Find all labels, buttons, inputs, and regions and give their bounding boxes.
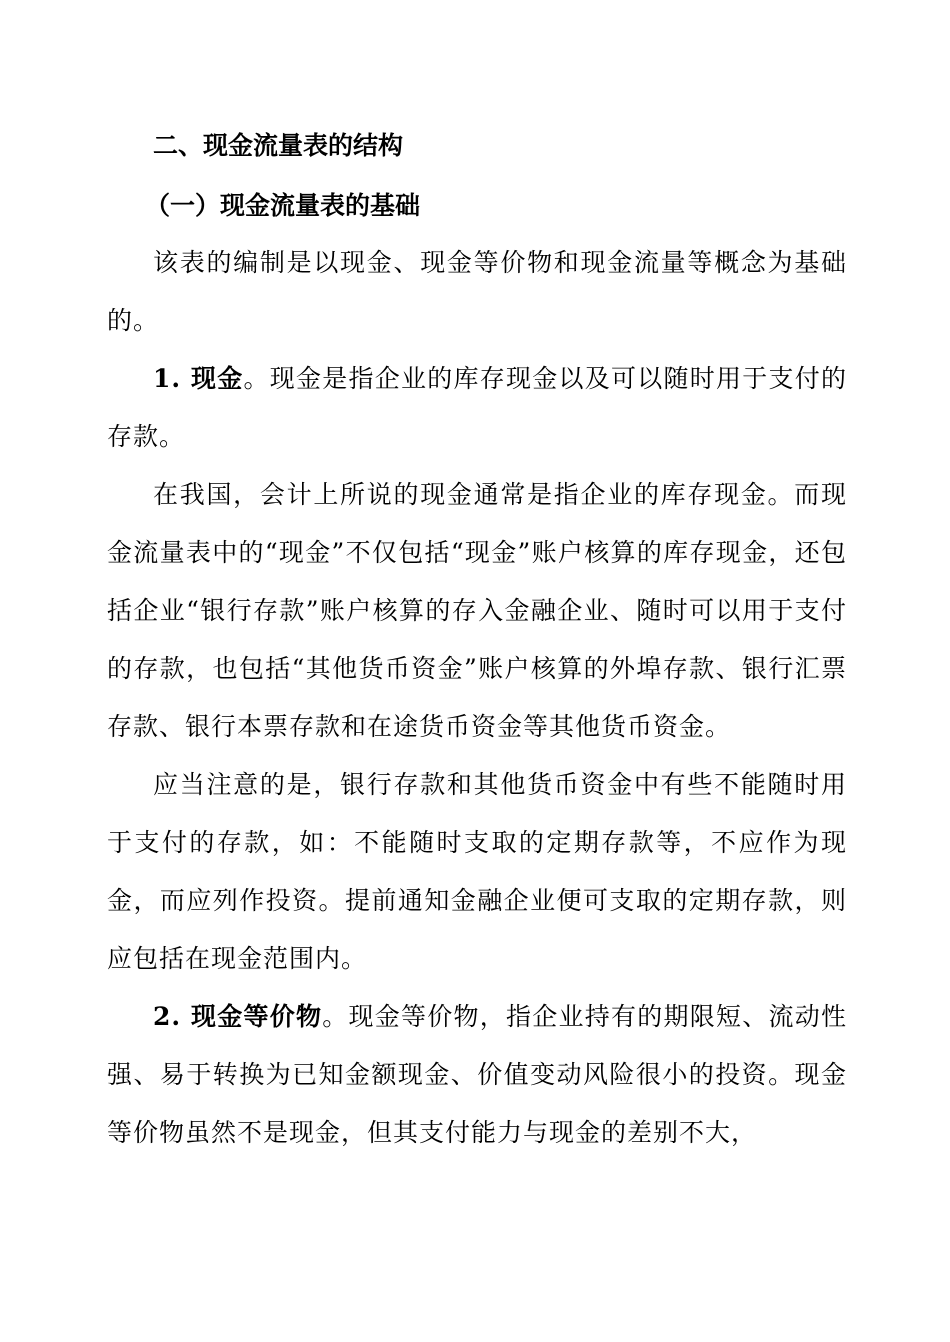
paragraph-text: 。现金等价物，指企业持有的期限短、流动性强、易于转换为已知金额现金、价值变动风险很小的投资。现金等价物虽然不是现金，但其支付能力与现金的差别不大，	[107, 1002, 847, 1147]
paragraph-lead: 2. 现金等价物	[153, 1002, 323, 1031]
document-body	[107, 118, 847, 1162]
paragraph-text: 。现金是指企业的库存现金以及可以随时用于支付的存款。	[107, 364, 847, 451]
paragraph-cash-note	[107, 756, 847, 988]
paragraph-lead: 1. 现金	[153, 364, 244, 393]
paragraph-cash-china	[107, 466, 847, 756]
paragraph-text: 在我国，会计上所说的现金通常是指企业的库存现金。而现金流量表中的“现金”不仅包括“现金”账户核算的库存现金，还包括企业“银行存款”账户核算的存入金融企业、随时可以用于支付的存款，也包括“其他货币资金”账户核算的外埠存款、银行汇票存款、银行本票存款和在途货币资金等其他货币资金。	[107, 480, 847, 741]
paragraph-intro	[107, 234, 847, 350]
paragraph-cash-equivalents	[107, 988, 847, 1162]
paragraph-text: 应当注意的是，银行存款和其他货币资金中有些不能随时用于支付的存款，如：不能随时支取的定期存款等，不应作为现金，而应列作投资。提前通知金融企业便可支取的定期存款，则应包括在现金范围内。	[107, 770, 847, 973]
paragraph-text: 该表的编制是以现金、现金等价物和现金流量等概念为基础的。	[107, 248, 847, 335]
section-heading: 二、现金流量表的结构	[153, 131, 404, 160]
paragraph-cash	[107, 350, 847, 466]
subsection-heading: （一）现金流量表的基础	[145, 191, 421, 220]
